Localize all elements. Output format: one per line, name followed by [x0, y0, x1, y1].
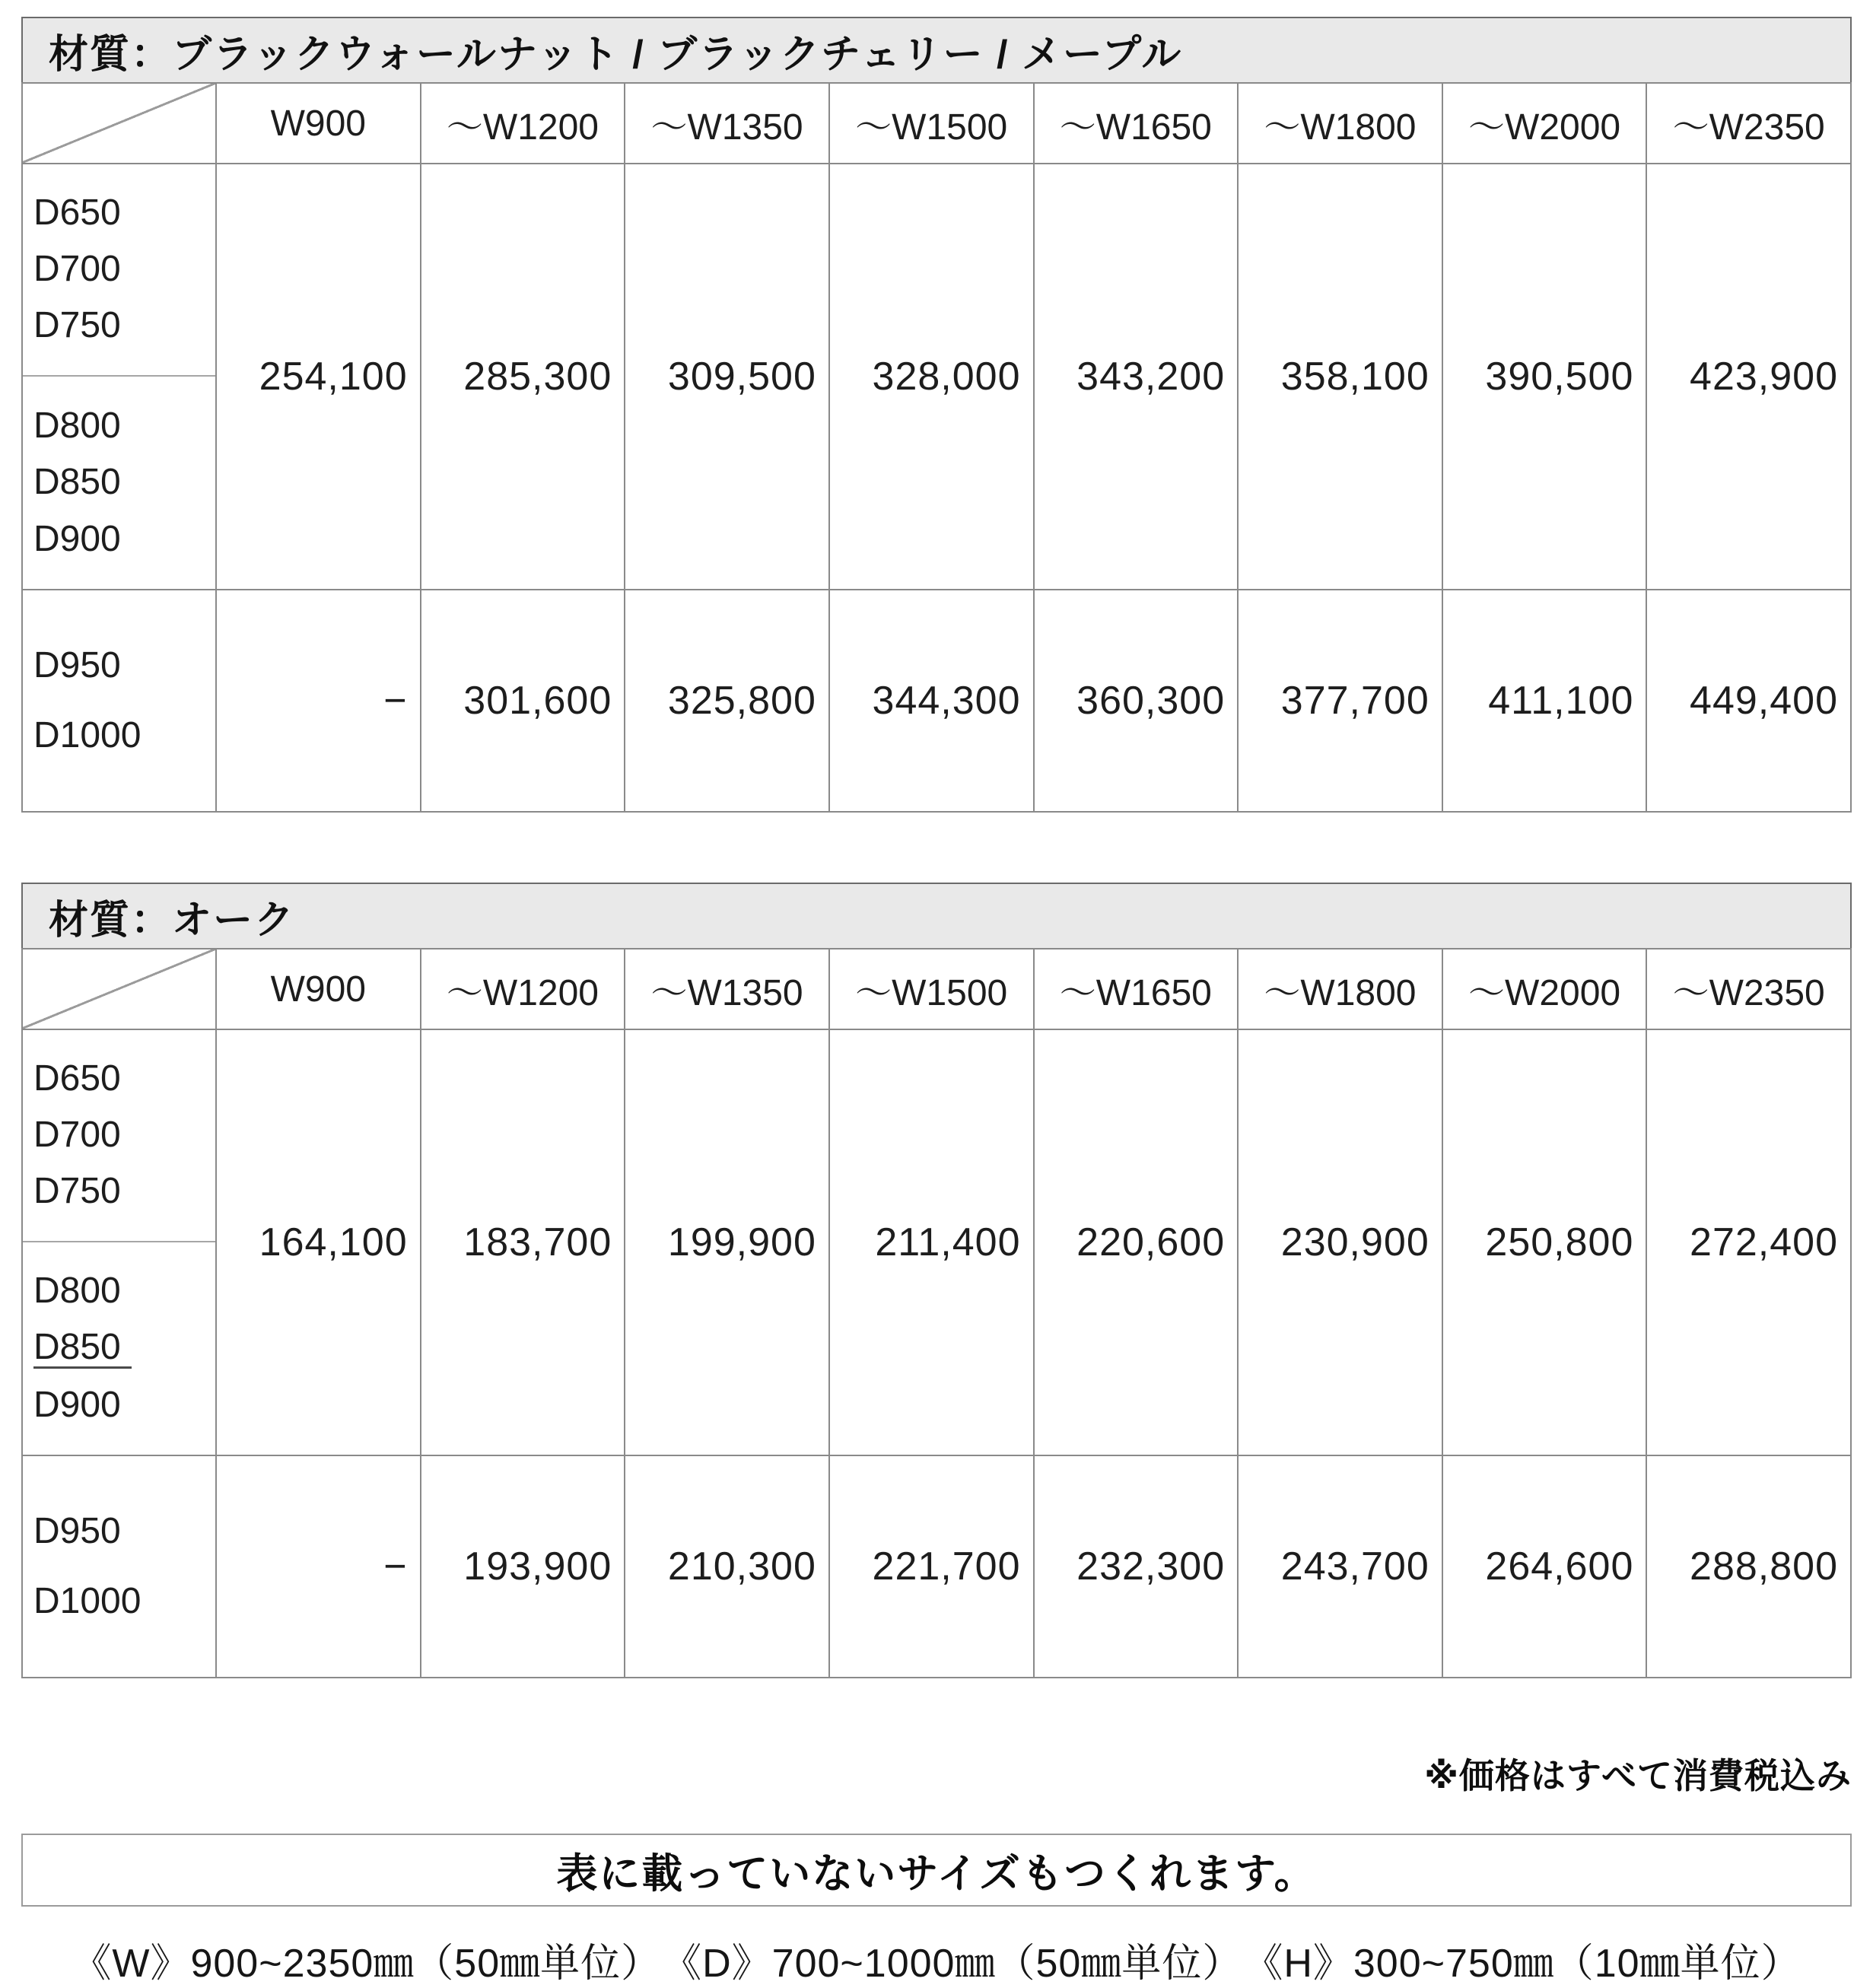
- size-spec-note: 《W》900~2350㎜（50㎜単位） 《D》700~1000㎜（50㎜単位） 《H》300~750㎜（10㎜単位）: [72, 1942, 1801, 1986]
- depth-label: D650: [33, 1058, 121, 1099]
- depth-group-second: [23, 1456, 215, 1677]
- depth-labels-cell: [22, 164, 216, 590]
- depth-label: D950: [33, 644, 121, 685]
- price-grid-1: [21, 82, 1852, 813]
- price-cell: 221,700: [829, 1455, 1034, 1678]
- depth-label: D750: [33, 305, 121, 346]
- depth-label: D750: [33, 1171, 121, 1212]
- depth-group-lower: [23, 377, 215, 589]
- price-row-d950-d1000: [22, 1455, 1851, 1678]
- width-col-header: ～W1200: [421, 83, 625, 164]
- width-col-header: ～W1350: [625, 949, 829, 1029]
- width-col-header: ～W1500: [829, 949, 1034, 1029]
- depth-label: D900: [33, 1385, 121, 1426]
- price-cell: 183,700: [421, 1029, 625, 1455]
- depth-label-underlined: D850: [33, 1328, 132, 1369]
- material-title-1: 材質：ブラックウォールナット / ブラックチェリー / メープル: [49, 32, 1183, 77]
- depth-label: D950: [33, 1510, 121, 1551]
- price-cell: 193,900: [421, 1455, 625, 1678]
- width-col-header: ～W1800: [1238, 83, 1442, 164]
- price-cell: 449,400: [1646, 590, 1851, 812]
- header-row: [22, 949, 1851, 1029]
- price-cell: 211,400: [829, 1029, 1034, 1455]
- price-cell: 230,900: [1238, 1029, 1442, 1455]
- diagonal-corner-cell: [22, 83, 216, 164]
- width-col-header: ～W1350: [625, 83, 829, 164]
- price-table-walnut-cherry-maple: [21, 17, 1852, 813]
- price-cell: 411,100: [1442, 590, 1647, 812]
- material-title-bar-1: [21, 17, 1852, 82]
- width-col-header: ～W1200: [421, 949, 625, 1029]
- price-cell: 250,800: [1442, 1029, 1647, 1455]
- depth-label: D900: [33, 518, 121, 559]
- depth-group-upper: [23, 164, 215, 377]
- material-title-bar-2: [21, 883, 1852, 948]
- price-cell: 272,400: [1646, 1029, 1851, 1455]
- width-col-header: ～W2350: [1646, 949, 1851, 1029]
- width-col-header: ～W2350: [1646, 83, 1851, 164]
- custom-size-banner: [21, 1834, 1852, 1907]
- price-table-oak: [21, 883, 1852, 1678]
- price-cell: 328,000: [829, 164, 1034, 590]
- price-grid-2: [21, 948, 1852, 1678]
- price-cell: 390,500: [1442, 164, 1647, 590]
- depth-label: D800: [33, 1271, 121, 1312]
- price-cell: 210,300: [625, 1455, 829, 1678]
- price-cell: 254,100: [216, 164, 421, 590]
- price-cell: 285,300: [421, 164, 625, 590]
- price-cell: 264,600: [1442, 1455, 1647, 1678]
- width-col-header: ～W1500: [829, 83, 1034, 164]
- diagonal-corner-cell: [22, 949, 216, 1029]
- price-cell: 377,700: [1238, 590, 1442, 812]
- price-cell: 358,100: [1238, 164, 1442, 590]
- depth-labels-cell: [22, 590, 216, 812]
- price-cell: 360,300: [1034, 590, 1239, 812]
- depth-group-second: [23, 590, 215, 811]
- depth-group-upper: [23, 1030, 215, 1242]
- custom-size-banner-text: 表に載っていないサイズもつくれます。: [556, 1850, 1317, 1897]
- price-cell: 344,300: [829, 590, 1034, 812]
- depth-label: D1000: [33, 1581, 142, 1621]
- depth-label: D700: [33, 1115, 121, 1156]
- width-col-header: ～W2000: [1442, 83, 1647, 164]
- price-cell: 325,800: [625, 590, 829, 812]
- width-col-header: ～W2000: [1442, 949, 1647, 1029]
- width-col-header: ～W1800: [1238, 949, 1442, 1029]
- price-cell: 220,600: [1034, 1029, 1239, 1455]
- width-col-header: ～W1650: [1034, 83, 1239, 164]
- tax-included-note: ※価格はすべて消費税込み: [1424, 1756, 1852, 1796]
- depth-label: D1000: [33, 715, 142, 755]
- price-cell: 199,900: [625, 1029, 829, 1455]
- depth-label: D700: [33, 249, 121, 290]
- price-cell: 164,100: [216, 1029, 421, 1455]
- price-row-d650-d900: [22, 1029, 1851, 1455]
- depth-labels-cell: [22, 1455, 216, 1678]
- width-col-header: W900: [216, 949, 421, 1029]
- price-cell: 423,900: [1646, 164, 1851, 590]
- price-cell: 232,300: [1034, 1455, 1239, 1678]
- price-cell: 288,800: [1646, 1455, 1851, 1678]
- depth-label: D650: [33, 192, 121, 234]
- price-cell: 343,200: [1034, 164, 1239, 590]
- width-col-header: W900: [216, 83, 421, 164]
- depth-labels-cell: [22, 1029, 216, 1455]
- price-cell-dash: −: [216, 590, 421, 812]
- width-col-header: ～W1650: [1034, 949, 1239, 1029]
- depth-group-lower: [23, 1242, 215, 1455]
- material-title-2: 材質：オーク: [49, 898, 296, 943]
- price-cell-dash: −: [216, 1455, 421, 1678]
- header-row: [22, 83, 1851, 164]
- depth-label: D800: [33, 405, 121, 446]
- price-row-d950-d1000: [22, 590, 1851, 812]
- price-cell: 243,700: [1238, 1455, 1442, 1678]
- price-cell: 309,500: [625, 164, 829, 590]
- price-cell: 301,600: [421, 590, 625, 812]
- depth-label: D850: [33, 462, 121, 503]
- price-row-d650-d900: [22, 164, 1851, 590]
